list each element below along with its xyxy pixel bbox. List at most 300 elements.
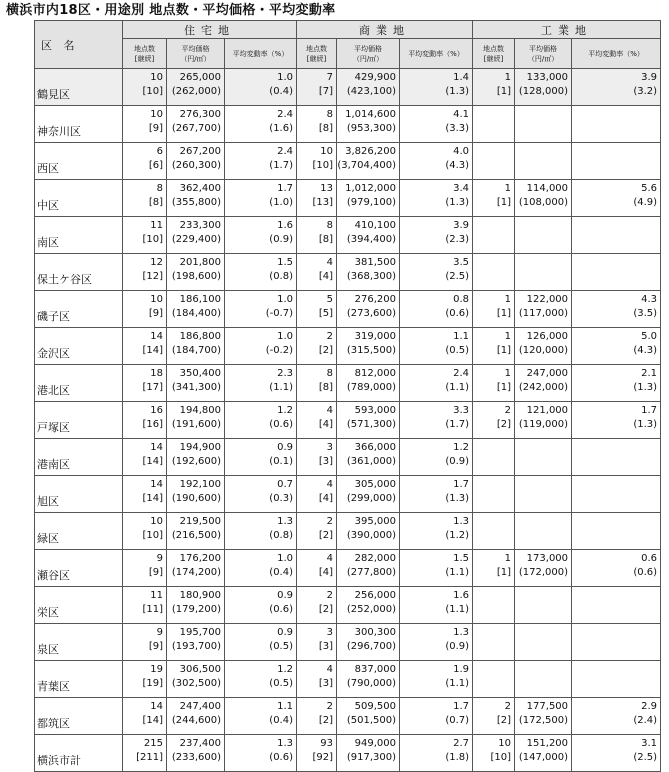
res-rate-cell: [225, 365, 297, 402]
count-current: 8: [326, 220, 334, 231]
count-current: 16: [150, 405, 163, 416]
rate-current: 4.1: [453, 109, 470, 120]
price-current: 949,000: [354, 738, 397, 749]
ind-rate-cell: [572, 143, 661, 180]
count-current: 11: [150, 220, 163, 231]
com-price-cell: [337, 476, 400, 513]
rate-previous: (-0.7): [265, 308, 294, 319]
price-current: 276,300: [179, 109, 221, 120]
count-current: 13: [320, 183, 334, 194]
price-previous: (184,400): [171, 308, 221, 319]
ind-price-cell: [515, 513, 572, 550]
industrial-header: 工業地: [473, 21, 661, 39]
ind-rate-cell: [572, 550, 661, 587]
table-row: [35, 439, 661, 476]
count-current: 4: [326, 553, 334, 564]
rate-current: 1.3: [277, 516, 294, 527]
table-row: [35, 587, 661, 624]
price-current: 256,000: [354, 590, 397, 601]
res-price-cell: [167, 661, 225, 698]
rate-previous: (0.6): [633, 567, 658, 578]
count-current: 2: [326, 701, 334, 712]
price-previous: (789,000): [346, 382, 397, 393]
count-current: 19: [150, 664, 163, 675]
price-previous: (571,300): [346, 419, 397, 430]
price-current: 1,012,000: [345, 183, 397, 194]
price-current: 192,100: [179, 479, 221, 490]
price-previous: (190,600): [171, 493, 221, 504]
count-previous: [1]: [496, 197, 512, 208]
count-current: 4: [326, 664, 334, 675]
price-current: 151,200: [526, 738, 569, 749]
com-count-cell: [297, 254, 337, 291]
table-row: [35, 69, 661, 106]
count-previous: [2]: [318, 345, 334, 356]
price-previous: (191,600): [171, 419, 221, 430]
count-current: 2: [326, 590, 334, 601]
res-rate-cell: [225, 550, 297, 587]
price-current: 114,000: [526, 183, 569, 194]
commercial-header: 商業地: [297, 21, 473, 39]
res-price-cell: [167, 217, 225, 254]
count-current: 10: [150, 516, 163, 527]
count-previous: [16]: [142, 419, 163, 430]
price-current: 237,400: [179, 738, 221, 749]
count-current: 2: [326, 331, 334, 342]
rate-current: 0.9: [277, 590, 294, 601]
price-previous: (394,400): [346, 234, 397, 245]
ind-count-cell: [473, 254, 515, 291]
count-previous: [14]: [142, 456, 163, 467]
com-count-cell: [297, 217, 337, 254]
ind-count-cell: [473, 661, 515, 698]
com-count-cell: [297, 624, 337, 661]
table-row: [35, 513, 661, 550]
count-previous: [19]: [142, 678, 163, 689]
rate-previous: (3.2): [633, 86, 658, 97]
res-rate-cell: [225, 661, 297, 698]
rate-previous: (0.7): [445, 715, 470, 726]
com-price-cell: [337, 698, 400, 735]
ind-count-cell: [473, 624, 515, 661]
price-current: 410,100: [354, 220, 397, 231]
ind-count-cell: [473, 439, 515, 476]
rate-previous: (2.5): [445, 271, 470, 282]
res-rate-cell: [225, 217, 297, 254]
price-current: 233,300: [179, 220, 221, 231]
res-price-cell: [167, 254, 225, 291]
page-title: 横浜市内18区・用途別 地点数・平均価格・平均変動率: [6, 3, 336, 18]
ward-name: 神奈川区: [35, 106, 123, 143]
ind-count-cell: [473, 513, 515, 550]
res-price-cell: [167, 291, 225, 328]
residential-header: 住宅地: [123, 21, 297, 39]
res-price-cell: [167, 439, 225, 476]
ind-count-cell: [473, 476, 515, 513]
rate-previous: (1.1): [445, 604, 470, 615]
price-previous: (299,000): [346, 493, 397, 504]
rate-current: 0.7: [277, 479, 294, 490]
price-previous: (296,700): [346, 641, 397, 652]
res-count-cell: [123, 476, 167, 513]
ind-count-cell: [473, 698, 515, 735]
count-current: 4: [326, 405, 334, 416]
com-rate-cell: [400, 365, 473, 402]
rate-previous: (0.5): [269, 641, 294, 652]
count-previous: [3]: [318, 641, 334, 652]
count-current: 7: [326, 72, 334, 83]
ward-name: 横浜市計: [35, 735, 123, 772]
com-price-cell: [337, 513, 400, 550]
table-body: [35, 69, 661, 772]
price-previous: (184,700): [171, 345, 221, 356]
rate-current: 2.4: [277, 109, 294, 120]
res-count-cell: [123, 624, 167, 661]
count-previous: [10]: [490, 752, 512, 763]
price-previous: (355,800): [171, 197, 221, 208]
ind-price-cell: [515, 180, 572, 217]
price-previous: (174,200): [171, 567, 221, 578]
com-count-cell: [297, 513, 337, 550]
com-price-cell: [337, 254, 400, 291]
res-rate-cell: [225, 513, 297, 550]
rate-current: 1.6: [277, 220, 294, 231]
rate-current: 1.0: [277, 553, 294, 564]
rate-current: 2.7: [453, 738, 470, 749]
rate-current: 2.4: [277, 146, 294, 157]
rate-previous: (2.3): [445, 234, 470, 245]
count-previous: [10]: [142, 86, 163, 97]
rate-current: 0.6: [641, 553, 658, 564]
rate-current: 1.1: [453, 331, 470, 342]
rate-current: 1.3: [453, 516, 470, 527]
price-current: 194,800: [179, 405, 221, 416]
rate-previous: (0.5): [445, 345, 470, 356]
ind-rate-cell: [572, 513, 661, 550]
res-price-cell: [167, 180, 225, 217]
rate-previous: (1.8): [445, 752, 470, 763]
rate-previous: (0.6): [269, 752, 294, 763]
rate-previous: (1.1): [445, 678, 470, 689]
rate-previous: (0.8): [269, 271, 294, 282]
price-previous: (128,000): [518, 86, 569, 97]
ward-name: 中区: [35, 180, 123, 217]
com-count-cell: [297, 661, 337, 698]
rate-current: 3.5: [453, 257, 470, 268]
com-price-cell: [337, 291, 400, 328]
price-current: 282,000: [354, 553, 397, 564]
count-previous: [9]: [148, 308, 163, 319]
table-row: [35, 143, 661, 180]
count-current: 8: [156, 183, 163, 194]
table-row: [35, 217, 661, 254]
res-price-cell: [167, 735, 225, 772]
price-current: 176,200: [179, 553, 221, 564]
price-current: 300,300: [354, 627, 397, 638]
rate-current: 1.2: [453, 442, 470, 453]
res-rate-cell: [225, 698, 297, 735]
rate-previous: (1.3): [633, 382, 658, 393]
table-row: [35, 698, 661, 735]
price-previous: (172,000): [518, 567, 569, 578]
res-price-cell: [167, 328, 225, 365]
com-count-cell: [297, 587, 337, 624]
rate-previous: (0.6): [269, 419, 294, 430]
rate-previous: (1.1): [445, 382, 470, 393]
price-current: 276,200: [354, 294, 397, 305]
ind-rate-cell: [572, 180, 661, 217]
count-current: 4: [326, 257, 334, 268]
ind-count-cell: [473, 735, 515, 772]
com-count-cell: [297, 476, 337, 513]
rate-current: 3.9: [453, 220, 470, 231]
ind-rate-cell: [572, 328, 661, 365]
price-previous: (179,200): [171, 604, 221, 615]
res-count-cell: [123, 328, 167, 365]
table-row: [35, 476, 661, 513]
count-current: 10: [150, 109, 163, 120]
rate-current: 1.7: [453, 479, 470, 490]
com-count-cell: [297, 402, 337, 439]
count-previous: [8]: [148, 197, 163, 208]
price-previous: (216,500): [171, 530, 221, 541]
count-previous: [9]: [148, 567, 163, 578]
res-price-cell: [167, 587, 225, 624]
rate-previous: (0.9): [445, 456, 470, 467]
rate-previous: (1.3): [445, 86, 470, 97]
ind-price-cell: [515, 550, 572, 587]
rate-current: 1.7: [453, 701, 470, 712]
count-current: 14: [150, 701, 163, 712]
count-previous: [4]: [318, 567, 334, 578]
ward-name: 港南区: [35, 439, 123, 476]
com-price-cell: [337, 661, 400, 698]
rate-previous: (1.0): [269, 197, 294, 208]
rate-previous: (-0.2): [265, 345, 294, 356]
res-price-cell: [167, 365, 225, 402]
res-count-cell: [123, 402, 167, 439]
table-row: [35, 365, 661, 402]
com-rate-cell: [400, 661, 473, 698]
count-current: 9: [156, 553, 163, 564]
rate-previous: (0.9): [445, 641, 470, 652]
res-price-cell: [167, 476, 225, 513]
rate-current: 1.0: [277, 72, 294, 83]
price-current: 381,500: [354, 257, 397, 268]
price-current: 306,500: [179, 664, 221, 675]
price-previous: (277,800): [346, 567, 397, 578]
res-count-cell: [123, 291, 167, 328]
price-current: 195,700: [179, 627, 221, 638]
ind-price-cell: [515, 328, 572, 365]
land-price-table: [34, 20, 661, 772]
res-count-cell: [123, 735, 167, 772]
rate-current: 1.3: [453, 627, 470, 638]
price-previous: (315,500): [346, 345, 397, 356]
count-previous: [8]: [318, 234, 334, 245]
res-count-cell: [123, 661, 167, 698]
rate-previous: (0.6): [269, 604, 294, 615]
res-rate-cell: [225, 180, 297, 217]
count-current: 14: [150, 479, 163, 490]
table-row: [35, 106, 661, 143]
res-rate-cell: [225, 735, 297, 772]
rate-previous: (0.3): [269, 493, 294, 504]
table-row: [35, 624, 661, 661]
rate-previous: (1.1): [445, 567, 470, 578]
count-header: 地点数 [継続]: [123, 39, 167, 69]
price-current: 247,400: [179, 701, 221, 712]
res-price-cell: [167, 624, 225, 661]
rate-previous: (4.9): [633, 197, 658, 208]
res-rate-cell: [225, 587, 297, 624]
ind-rate-cell: [572, 254, 661, 291]
rate-current: 1.5: [453, 553, 470, 564]
price-current: 837,000: [354, 664, 397, 675]
ind-rate-cell: [572, 624, 661, 661]
com-count-cell: [297, 69, 337, 106]
res-price-cell: [167, 513, 225, 550]
com-price-cell: [337, 328, 400, 365]
res-count-cell: [123, 106, 167, 143]
rate-current: 0.9: [277, 627, 294, 638]
com-rate-cell: [400, 439, 473, 476]
count-previous: [3]: [318, 678, 334, 689]
rate-current: 3.9: [641, 72, 658, 83]
com-count-cell: [297, 550, 337, 587]
res-price-cell: [167, 69, 225, 106]
price-previous: (267,700): [171, 123, 221, 134]
count-previous: [9]: [148, 123, 163, 134]
count-previous: [14]: [142, 715, 163, 726]
price-current: 265,000: [179, 72, 221, 83]
count-previous: [14]: [142, 493, 163, 504]
com-price-cell: [337, 69, 400, 106]
ind-price-cell: [515, 661, 572, 698]
price-current: 593,000: [354, 405, 397, 416]
price-current: 350,400: [179, 368, 221, 379]
ward-name: 保土ケ谷区: [35, 254, 123, 291]
ind-price-cell: [515, 106, 572, 143]
count-current: 10: [498, 738, 512, 749]
count-previous: [10]: [312, 160, 334, 171]
com-rate-cell: [400, 254, 473, 291]
ind-price-cell: [515, 476, 572, 513]
ind-count-cell: [473, 328, 515, 365]
ward-name: 旭区: [35, 476, 123, 513]
ind-price-cell: [515, 254, 572, 291]
rate-current: 1.9: [453, 664, 470, 675]
table-row: [35, 291, 661, 328]
price-previous: (262,000): [171, 86, 221, 97]
res-count-cell: [123, 217, 167, 254]
count-previous: [2]: [496, 715, 512, 726]
com-count-cell: [297, 698, 337, 735]
ward-name: 金沢区: [35, 328, 123, 365]
com-rate-cell: [400, 69, 473, 106]
price-previous: (120,000): [518, 345, 569, 356]
ind-rate-cell: [572, 365, 661, 402]
ind-price-cell: [515, 698, 572, 735]
res-count-cell: [123, 365, 167, 402]
ind-count-cell: [473, 69, 515, 106]
table-row: [35, 735, 661, 772]
com-price-cell: [337, 365, 400, 402]
count-current: 14: [150, 331, 163, 342]
res-count-cell: [123, 550, 167, 587]
count-current: 10: [150, 72, 163, 83]
ind-price-cell: [515, 587, 572, 624]
rate-current: 1.0: [277, 294, 294, 305]
rate-current: 3.1: [641, 738, 658, 749]
res-count-cell: [123, 254, 167, 291]
price-previous: (193,700): [171, 641, 221, 652]
count-current: 18: [150, 368, 163, 379]
count-current: 93: [320, 738, 334, 749]
rate-previous: (4.3): [445, 160, 470, 171]
price-previous: (341,300): [171, 382, 221, 393]
rate-current: 0.8: [453, 294, 470, 305]
rate-current: 1.7: [277, 183, 294, 194]
ind-rate-cell: [572, 217, 661, 254]
ind-count-cell: [473, 106, 515, 143]
count-previous: [8]: [318, 123, 334, 134]
rate-previous: (1.1): [269, 382, 294, 393]
ind-count-cell: [473, 365, 515, 402]
price-previous: (302,500): [171, 678, 221, 689]
price-current: 319,000: [354, 331, 397, 342]
ind-count-cell: [473, 217, 515, 254]
price-previous: (233,600): [171, 752, 221, 763]
count-previous: [1]: [496, 382, 512, 393]
price-previous: (108,000): [518, 197, 569, 208]
count-previous: [17]: [142, 382, 163, 393]
rate-current: 1.4: [453, 72, 470, 83]
res-price-cell: [167, 106, 225, 143]
rate-current: 4.0: [453, 146, 470, 157]
count-header: 地点数 [継続]: [297, 39, 337, 69]
res-rate-cell: [225, 624, 297, 661]
res-rate-cell: [225, 439, 297, 476]
com-price-cell: [337, 217, 400, 254]
rate-previous: (1.3): [445, 493, 470, 504]
rate-previous: (0.4): [269, 567, 294, 578]
table-row: [35, 661, 661, 698]
price-current: 133,000: [526, 72, 569, 83]
price-current: 121,000: [526, 405, 569, 416]
count-current: 2: [504, 701, 512, 712]
count-previous: [92]: [312, 752, 334, 763]
price-current: 1,014,600: [345, 109, 397, 120]
rate-previous: (1.2): [445, 530, 470, 541]
price-previous: (172,500): [518, 715, 569, 726]
ward-name: 都筑区: [35, 698, 123, 735]
ind-rate-cell: [572, 735, 661, 772]
ward-name: 南区: [35, 217, 123, 254]
count-current: 1: [504, 72, 512, 83]
ward-name: 磯子区: [35, 291, 123, 328]
rate-current: 2.3: [277, 368, 294, 379]
com-count-cell: [297, 328, 337, 365]
table-row: [35, 402, 661, 439]
count-previous: [1]: [496, 308, 512, 319]
res-count-cell: [123, 180, 167, 217]
price-previous: (198,600): [171, 271, 221, 282]
res-rate-cell: [225, 291, 297, 328]
ind-rate-cell: [572, 661, 661, 698]
ind-rate-cell: [572, 69, 661, 106]
price-previous: (790,000): [346, 678, 397, 689]
